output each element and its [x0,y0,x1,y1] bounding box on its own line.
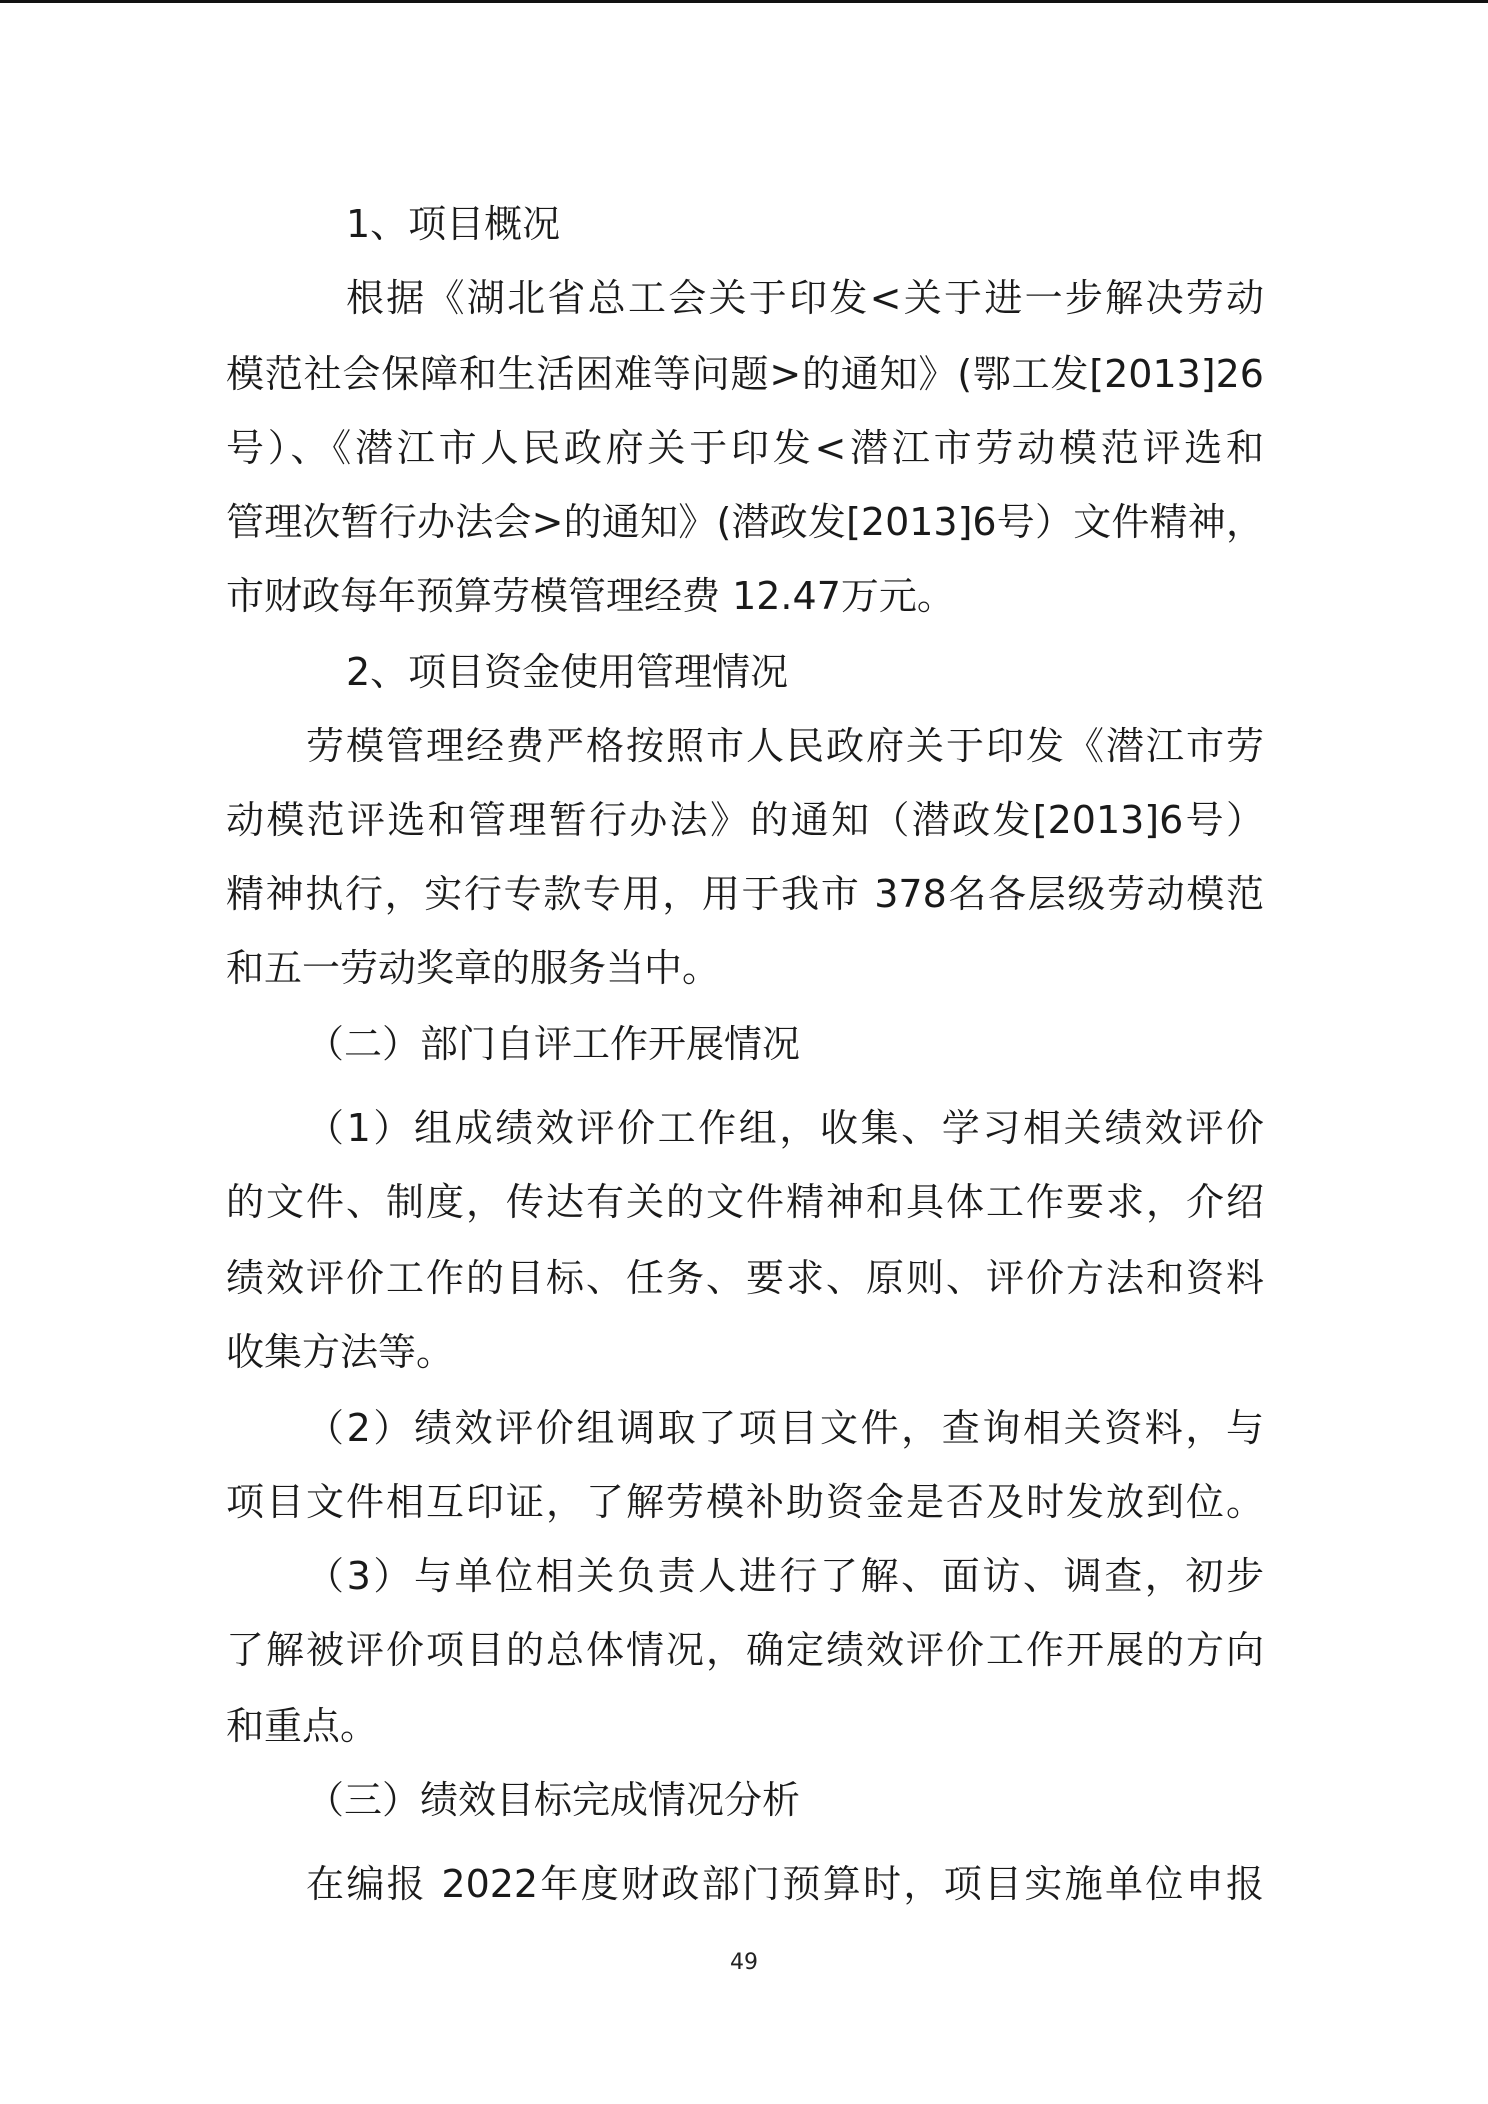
page-number: 49 [730,1950,758,1975]
subheading-project-overview: 1、项目概况 [346,202,561,246]
paragraph-line: 的文件、制度，传达有关的文件精神和具体工作要求，介绍 [226,1180,1264,1224]
paragraph-line: （1）组成绩效评价工作组，收集、学习相关绩效评价 [306,1106,1264,1150]
paragraph-line: 模范社会保障和生活困难等问题>的通知》(鄂工发[2013]26 [226,352,1264,396]
paragraph-line: 市财政每年预算劳模管理经费 12.47万元。 [226,574,955,618]
paragraph-line: 管理次暂行办法会>的通知》(潜政发[2013]6号）文件精神， [226,500,1264,544]
paragraph-line: 绩效评价工作的目标、任务、要求、原则、评价方法和资料 [226,1256,1264,1300]
paragraph-line: 精神执行，实行专款专用，用于我市 378名各层级劳动模范 [226,872,1264,916]
paragraph-line: 收集方法等。 [226,1330,455,1374]
paragraph-line: 了解被评价项目的总体情况，确定绩效评价工作开展的方向 [226,1628,1264,1672]
paragraph-line: 在编报 2022年度财政部门预算时，项目实施单位申报 [306,1862,1264,1906]
paragraph-line: 劳模管理经费严格按照市人民政府关于印发《潜江市劳 [306,724,1264,768]
paragraph-line: （3）与单位相关负责人进行了解、面访、调查，初步 [306,1554,1264,1598]
paragraph-line: （2）绩效评价组调取了项目文件，查询相关资料，与 [306,1406,1264,1450]
paragraph-line: 和五一劳动奖章的服务当中。 [226,946,721,990]
paragraph-line: 动模范评选和管理暂行办法》的通知（潜政发[2013]6号） [226,798,1264,842]
paragraph-line: 项目文件相互印证，了解劳模补助资金是否及时发放到位。 [226,1480,1264,1524]
subheading-fund-management: 2、项目资金使用管理情况 [346,650,789,694]
paragraph-line: 根据《湖北省总工会关于印发<关于进一步解决劳动 [346,276,1264,320]
section-heading-goal-analysis: （三）绩效目标完成情况分析 [306,1778,801,1822]
paragraph-line: 号）、《潜江市人民政府关于印发<潜江市劳动模范评选和 [226,426,1264,470]
section-heading-self-evaluation: （二）部门自评工作开展情况 [306,1022,801,1066]
paragraph-line: 和重点。 [226,1704,379,1748]
